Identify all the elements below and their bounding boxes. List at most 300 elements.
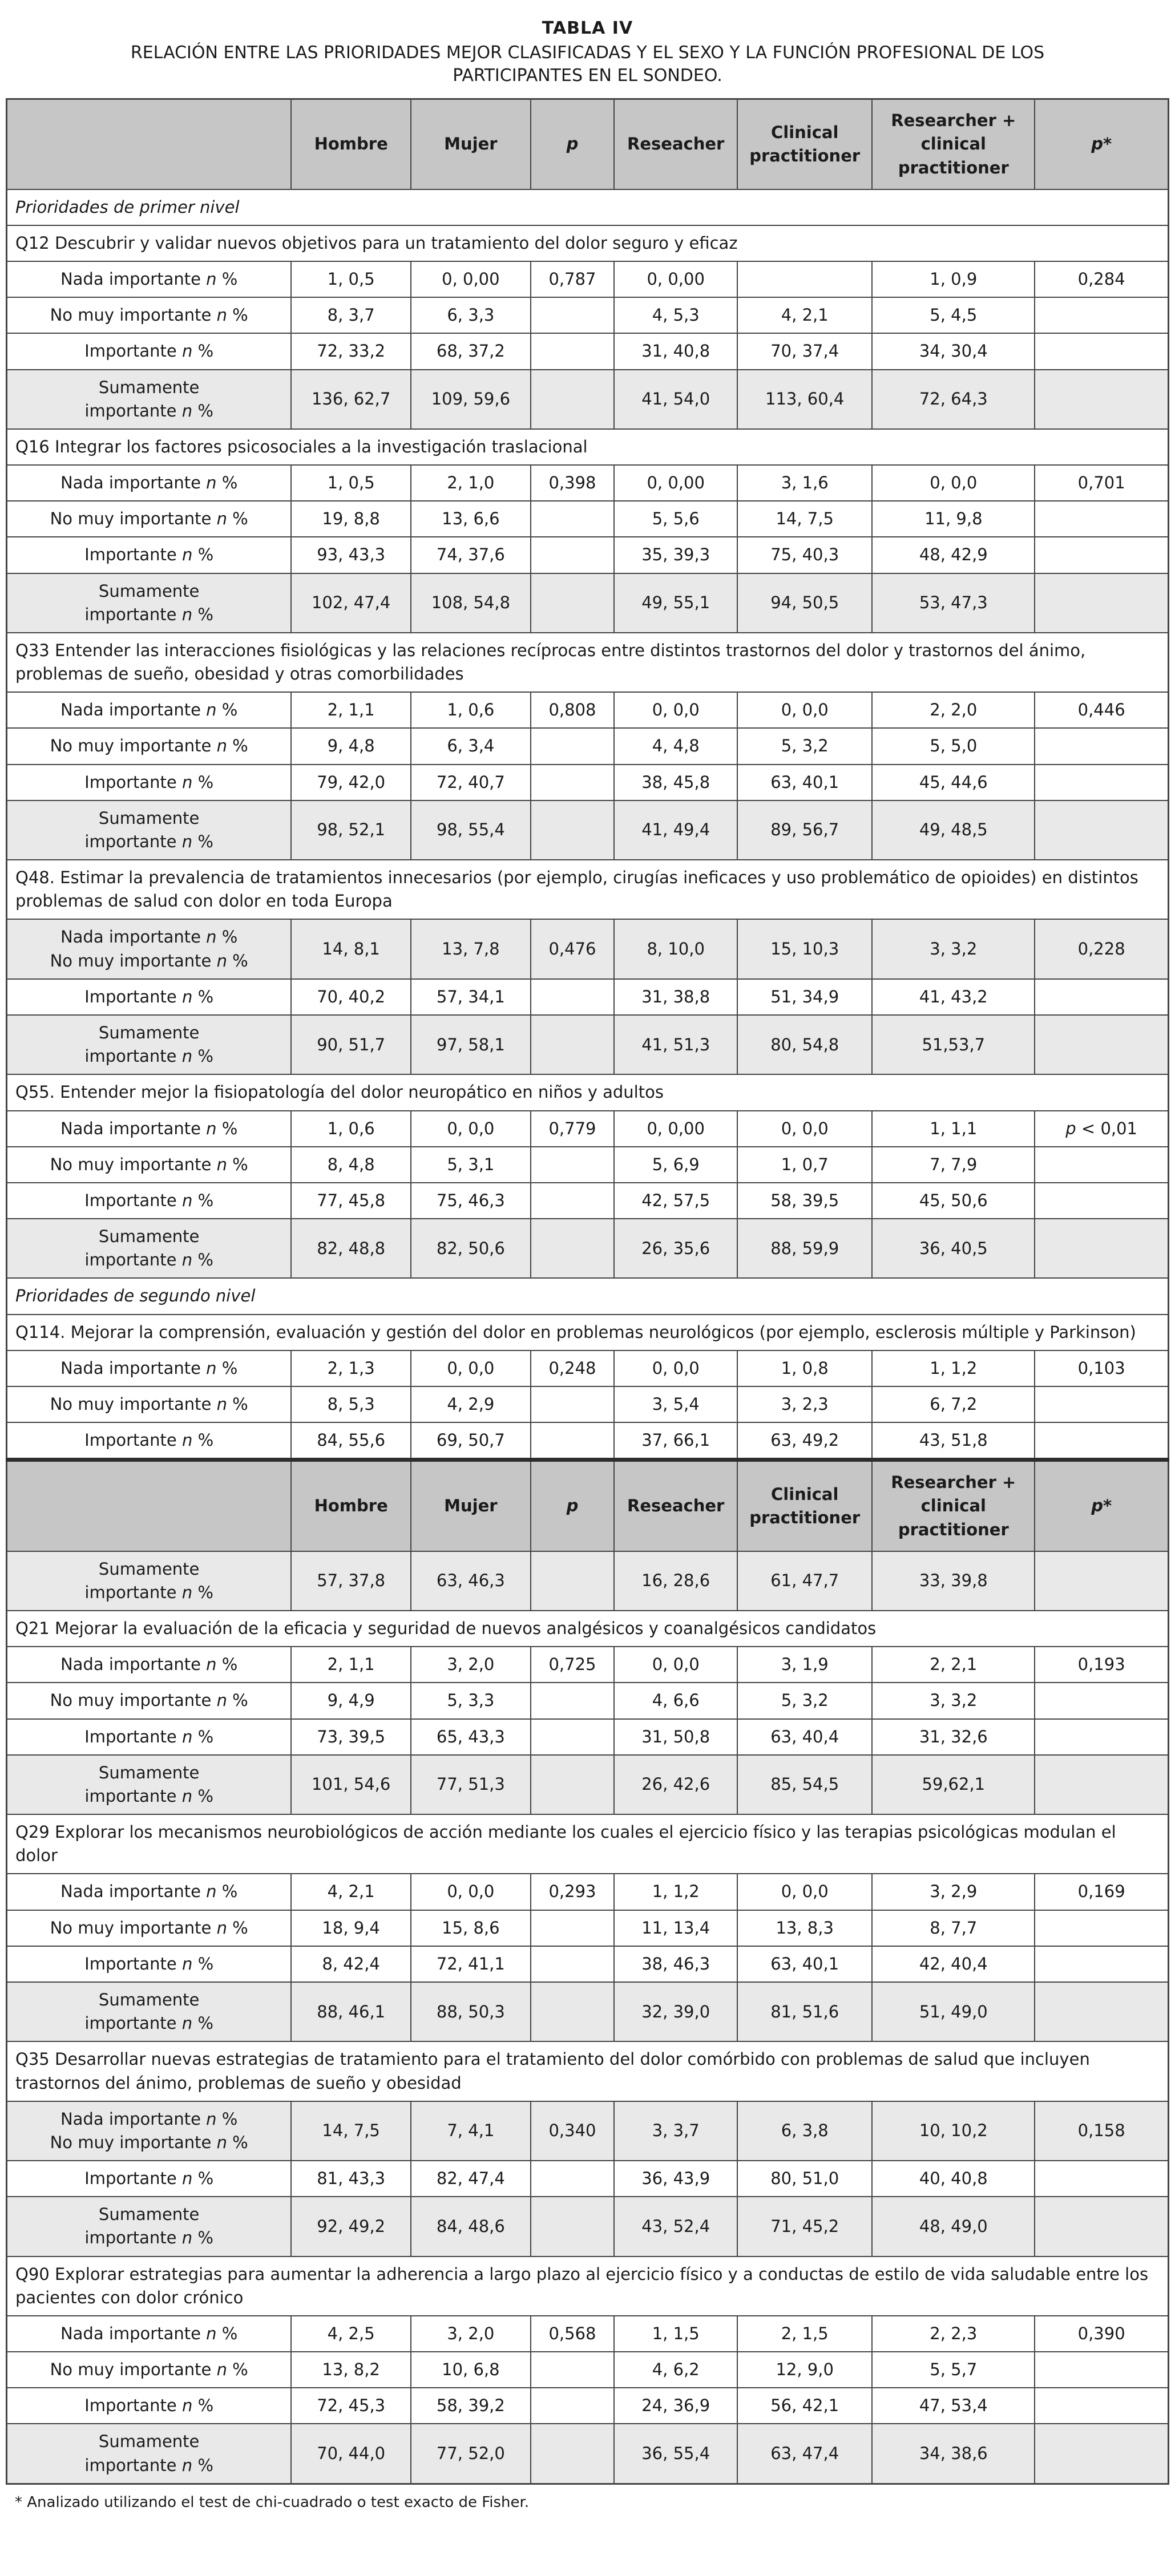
value-cell: 36, 43,9 (614, 2161, 737, 2197)
row-label: Importante n % (7, 537, 292, 573)
header-row (7, 1460, 1169, 1551)
row-label: Nada importante n % (7, 1647, 292, 1683)
value-cell: 71, 45,2 (737, 2197, 872, 2256)
data-row (7, 1422, 1169, 1460)
value-cell: 14, 7,5 (737, 501, 872, 537)
value-cell: 36, 40,5 (872, 1219, 1035, 1278)
row-label: Importante n % (7, 1946, 292, 1982)
value-cell (531, 297, 615, 333)
value-cell: 3, 3,2 (872, 919, 1035, 978)
data-row (7, 1219, 1169, 1278)
value-cell: 0,568 (531, 2316, 615, 2352)
data-row (7, 1647, 1169, 1683)
priorities-table (6, 98, 1169, 2485)
value-cell: 5, 5,6 (614, 501, 737, 537)
value-cell: 15, 10,3 (737, 919, 872, 978)
table-body (7, 99, 1169, 2484)
value-cell: 13, 6,6 (411, 501, 531, 537)
value-cell: 2, 2,1 (872, 1647, 1035, 1683)
data-row (7, 333, 1169, 369)
value-cell: 36, 55,4 (614, 2424, 737, 2484)
value-cell: 61, 47,7 (737, 1551, 872, 1611)
value-cell: 88, 46,1 (291, 1982, 411, 2041)
value-cell: 1, 0,9 (872, 261, 1035, 297)
row-label: No muy importante n % (7, 1910, 292, 1946)
value-cell: 0,169 (1035, 1874, 1168, 1910)
value-cell: 97, 58,1 (411, 1015, 531, 1074)
value-cell: 84, 48,6 (411, 2197, 531, 2256)
value-cell: p < 0,01 (1035, 1111, 1168, 1147)
row-label: No muy importante n % (7, 2352, 292, 2388)
value-cell: 63, 40,1 (737, 765, 872, 800)
value-cell: 3, 1,9 (737, 1647, 872, 1683)
row-label: Sumamente importante n % (7, 1982, 292, 2041)
value-cell: 49, 48,5 (872, 800, 1035, 860)
value-cell: 8, 4,8 (291, 1147, 411, 1183)
data-row (7, 537, 1169, 573)
value-cell (531, 501, 615, 537)
value-cell: 0, 0,0 (737, 1874, 872, 1910)
value-cell (531, 2388, 615, 2424)
value-cell: 80, 51,0 (737, 2161, 872, 2197)
value-cell (1035, 1219, 1168, 1278)
value-cell (531, 979, 615, 1015)
value-cell: 35, 39,3 (614, 537, 737, 573)
value-cell: 77, 45,8 (291, 1183, 411, 1219)
row-label: Nada importante n % (7, 465, 292, 501)
row-label: Nada importante n % (7, 1111, 292, 1147)
question-text: Q12 Descubrir y validar nuevos objetivos para un tratamiento del dolor seguro y eficaz (7, 225, 1169, 261)
data-row (7, 1386, 1169, 1422)
value-cell: 98, 55,4 (411, 800, 531, 860)
question-text: Q35 Desarrollar nuevas estrategias de tratamiento para el tratamiento del dolor comórbido con problemas de salud que incluyen trastornos del ánimo, problemas de sueño y obesidad (7, 2041, 1169, 2101)
value-cell: 18, 9,4 (291, 1910, 411, 1946)
row-label: Nada importante n % (7, 692, 292, 728)
data-row (7, 2424, 1169, 2484)
value-cell: 82, 48,8 (291, 1219, 411, 1278)
value-cell (531, 2161, 615, 2197)
value-cell (531, 2197, 615, 2256)
value-cell: 2, 2,3 (872, 2316, 1035, 2352)
data-row (7, 2352, 1169, 2388)
data-row (7, 2388, 1169, 2424)
value-cell: 0, 0,0 (614, 1647, 737, 1683)
question-row (7, 225, 1169, 261)
value-cell: 1, 1,2 (872, 1350, 1035, 1386)
value-cell: 2, 1,3 (291, 1350, 411, 1386)
value-cell (1035, 1147, 1168, 1183)
data-row (7, 2316, 1169, 2352)
value-cell: 0,390 (1035, 2316, 1168, 2352)
value-cell: 33, 39,8 (872, 1551, 1035, 1611)
value-cell: 0,103 (1035, 1350, 1168, 1386)
value-cell: 88, 50,3 (411, 1982, 531, 2041)
data-row (7, 1946, 1169, 1982)
value-cell: 1, 1,5 (614, 2316, 737, 2352)
value-cell: 0,701 (1035, 465, 1168, 501)
value-cell: 68, 37,2 (411, 333, 531, 369)
value-cell: 4, 2,5 (291, 2316, 411, 2352)
data-row (7, 1755, 1169, 1814)
row-label: Importante n % (7, 1422, 292, 1460)
value-cell: 70, 37,4 (737, 333, 872, 369)
column-header-hombre: Hombre (291, 99, 411, 189)
column-header-empty (7, 99, 292, 189)
value-cell: 5, 3,2 (737, 728, 872, 764)
value-cell: 42, 57,5 (614, 1183, 737, 1219)
value-cell: 90, 51,7 (291, 1015, 411, 1074)
value-cell: 2, 1,1 (291, 1647, 411, 1683)
value-cell (1035, 537, 1168, 573)
value-cell: 0,787 (531, 261, 615, 297)
value-cell (1035, 1946, 1168, 1982)
value-cell: 85, 54,5 (737, 1755, 872, 1814)
question-row (7, 2256, 1169, 2316)
value-cell: 8, 3,7 (291, 297, 411, 333)
value-cell: 51,53,7 (872, 1015, 1035, 1074)
column-header-researcher-clinical-practitioner: Researcher + clinical practitioner (872, 1460, 1035, 1551)
section-row (7, 189, 1169, 225)
value-cell (531, 1422, 615, 1460)
row-label: Nada importante n % No muy importante n % (7, 919, 292, 978)
value-cell (1035, 2161, 1168, 2197)
data-row (7, 1551, 1169, 1611)
value-cell (1035, 1982, 1168, 2041)
data-row (7, 1683, 1169, 1718)
value-cell: 26, 42,6 (614, 1755, 737, 1814)
value-cell (1035, 333, 1168, 369)
value-cell: 5, 3,1 (411, 1147, 531, 1183)
data-row (7, 501, 1169, 537)
column-header-mujer: Mujer (411, 99, 531, 189)
column-header-p-star: p* (1035, 1460, 1168, 1551)
value-cell: 16, 28,6 (614, 1551, 737, 1611)
row-label: Nada importante n % (7, 1350, 292, 1386)
value-cell: 0,248 (531, 1350, 615, 1386)
value-cell (1035, 1755, 1168, 1814)
value-cell: 42, 40,4 (872, 1946, 1035, 1982)
value-cell: 3, 1,6 (737, 465, 872, 501)
value-cell: 72, 41,1 (411, 1946, 531, 1982)
value-cell: 0,293 (531, 1874, 615, 1910)
value-cell: 34, 30,4 (872, 333, 1035, 369)
value-cell: 72, 45,3 (291, 2388, 411, 2424)
value-cell: 4, 4,8 (614, 728, 737, 764)
value-cell: 1, 0,6 (291, 1111, 411, 1147)
value-cell: 8, 7,7 (872, 1910, 1035, 1946)
row-label: Importante n % (7, 1719, 292, 1755)
value-cell: 5, 5,7 (872, 2352, 1035, 2388)
column-header-clinical-practitioner: Clinical practitioner (737, 1460, 872, 1551)
question-row (7, 429, 1169, 465)
question-text: Q48. Estimar la prevalencia de tratamientos innecesarios (por ejemplo, cirugías ineficaces y uso problemático de opioides) en distintos problemas de salud con dolor en toda Europa (7, 860, 1169, 919)
value-cell: 0,446 (1035, 692, 1168, 728)
value-cell (1035, 979, 1168, 1015)
value-cell (1035, 1386, 1168, 1422)
column-header-reseacher: Reseacher (614, 99, 737, 189)
data-row (7, 1350, 1169, 1386)
value-cell: 1, 0,8 (737, 1350, 872, 1386)
value-cell: 51, 34,9 (737, 979, 872, 1015)
question-text: Q16 Integrar los factores psicosociales a la investigación traslacional (7, 429, 1169, 465)
value-cell (531, 1719, 615, 1755)
value-cell: 34, 38,6 (872, 2424, 1035, 2484)
question-row (7, 1074, 1169, 1110)
column-header-reseacher: Reseacher (614, 1460, 737, 1551)
value-cell: 45, 50,6 (872, 1183, 1035, 1219)
value-cell: 26, 35,6 (614, 1219, 737, 1278)
value-cell: 1, 0,6 (411, 692, 531, 728)
value-cell: 77, 52,0 (411, 2424, 531, 2484)
data-row (7, 765, 1169, 800)
value-cell: 70, 44,0 (291, 2424, 411, 2484)
value-cell (531, 2352, 615, 2388)
value-cell: 102, 47,4 (291, 573, 411, 633)
value-cell: 72, 64,3 (872, 370, 1035, 429)
row-label: Sumamente importante n % (7, 1015, 292, 1074)
value-cell: 32, 39,0 (614, 1982, 737, 2041)
row-label: Sumamente importante n % (7, 1551, 292, 1611)
table-caption (103, 18, 1073, 87)
row-label: Nada importante n % (7, 1874, 292, 1910)
value-cell: 0, 0,00 (614, 465, 737, 501)
value-cell (531, 1386, 615, 1422)
value-cell: 3, 2,0 (411, 1647, 531, 1683)
value-cell: 63, 40,1 (737, 1946, 872, 1982)
value-cell: 2, 1,1 (291, 692, 411, 728)
value-cell (737, 261, 872, 297)
value-cell (1035, 2352, 1168, 2388)
value-cell: 0,340 (531, 2101, 615, 2161)
question-text: Q55. Entender mejor la fisiopatología del dolor neuropático en niños y adultos (7, 1074, 1169, 1110)
value-cell (531, 800, 615, 860)
value-cell: 81, 43,3 (291, 2161, 411, 2197)
value-cell: 13, 7,8 (411, 919, 531, 978)
value-cell (531, 1755, 615, 1814)
value-cell: 4, 6,2 (614, 2352, 737, 2388)
value-cell (1035, 2197, 1168, 2256)
value-cell: 92, 49,2 (291, 2197, 411, 2256)
value-cell: 0,808 (531, 692, 615, 728)
value-cell: 63, 46,3 (411, 1551, 531, 1611)
value-cell: 2, 2,0 (872, 692, 1035, 728)
value-cell: 31, 32,6 (872, 1719, 1035, 1755)
value-cell (531, 333, 615, 369)
data-row (7, 297, 1169, 333)
value-cell: 0,228 (1035, 919, 1168, 978)
value-cell: 80, 54,8 (737, 1015, 872, 1074)
value-cell (531, 1183, 615, 1219)
value-cell: 75, 40,3 (737, 537, 872, 573)
value-cell: 5, 3,3 (411, 1683, 531, 1718)
value-cell (1035, 2388, 1168, 2424)
value-cell: 1, 0,5 (291, 261, 411, 297)
value-cell: 0,193 (1035, 1647, 1168, 1683)
value-cell: 65, 43,3 (411, 1719, 531, 1755)
value-cell (531, 1147, 615, 1183)
value-cell: 93, 43,3 (291, 537, 411, 573)
value-cell: 1, 1,2 (614, 1874, 737, 1910)
data-row (7, 1874, 1169, 1910)
data-row (7, 1183, 1169, 1219)
data-row (7, 1147, 1169, 1183)
value-cell: 0,398 (531, 465, 615, 501)
value-cell: 1, 0,5 (291, 465, 411, 501)
value-cell: 7, 7,9 (872, 1147, 1035, 1183)
value-cell: 1, 1,1 (872, 1111, 1035, 1147)
value-cell: 0,284 (1035, 261, 1168, 297)
row-label: Importante n % (7, 2388, 292, 2424)
value-cell: 9, 4,8 (291, 728, 411, 764)
value-cell: 73, 39,5 (291, 1719, 411, 1755)
column-header-clinical-practitioner: Clinical practitioner (737, 99, 872, 189)
value-cell (531, 370, 615, 429)
value-cell: 0, 0,0 (737, 692, 872, 728)
row-label: No muy importante n % (7, 1147, 292, 1183)
data-row (7, 1910, 1169, 1946)
value-cell: 72, 33,2 (291, 333, 411, 369)
value-cell: 4, 5,3 (614, 297, 737, 333)
question-row (7, 1611, 1169, 1647)
value-cell: 31, 40,8 (614, 333, 737, 369)
row-label: No muy importante n % (7, 297, 292, 333)
row-label: No muy importante n % (7, 1386, 292, 1422)
section-row (7, 1278, 1169, 1314)
value-cell: 0,779 (531, 1111, 615, 1147)
value-cell: 94, 50,5 (737, 573, 872, 633)
value-cell: 70, 40,2 (291, 979, 411, 1015)
value-cell: 12, 9,0 (737, 2352, 872, 2388)
value-cell: 41, 54,0 (614, 370, 737, 429)
footnote: * Analizado utilizando el test de chi-cuadrado o test exacto de Fisher. (15, 2493, 530, 2511)
value-cell: 79, 42,0 (291, 765, 411, 800)
value-cell: 0, 0,0 (411, 1350, 531, 1386)
value-cell: 24, 36,9 (614, 2388, 737, 2424)
row-label: Sumamente importante n % (7, 1755, 292, 1814)
data-row (7, 261, 1169, 297)
value-cell (1035, 765, 1168, 800)
question-text: Q33 Entender las interacciones fisiológicas y las relaciones recíprocas entre distintos trastornos del dolor y trastornos del ánimo, problemas de sueño, obesidad y otras comorbilidades (7, 633, 1169, 692)
value-cell: 0,476 (531, 919, 615, 978)
row-label: No muy importante n % (7, 501, 292, 537)
value-cell: 57, 34,1 (411, 979, 531, 1015)
value-cell: 113, 60,4 (737, 370, 872, 429)
value-cell (531, 537, 615, 573)
value-cell: 48, 49,0 (872, 2197, 1035, 2256)
value-cell: 101, 54,6 (291, 1755, 411, 1814)
data-row (7, 1719, 1169, 1755)
value-cell: 63, 40,4 (737, 1719, 872, 1755)
row-label: Nada importante n % (7, 261, 292, 297)
question-text: Q90 Explorar estrategias para aumentar la adherencia a largo plazo al ejercicio físico y a conductas de estilo de vida saludable entre los pacientes con dolor crónico (7, 2256, 1169, 2316)
data-row (7, 465, 1169, 501)
value-cell: 77, 51,3 (411, 1755, 531, 1814)
value-cell: 3, 3,7 (614, 2101, 737, 2161)
value-cell (1035, 728, 1168, 764)
data-row (7, 800, 1169, 860)
row-label: Nada importante n % No muy importante n % (7, 2101, 292, 2161)
value-cell: 6, 7,2 (872, 1386, 1035, 1422)
column-header-empty (7, 1460, 292, 1551)
section-heading: Prioridades de segundo nivel (7, 1278, 1169, 1314)
column-header-p: p (531, 1460, 615, 1551)
value-cell: 53, 47,3 (872, 573, 1035, 633)
value-cell (1035, 297, 1168, 333)
header-row (7, 99, 1169, 189)
value-cell: 40, 40,8 (872, 2161, 1035, 2197)
value-cell: 49, 55,1 (614, 573, 737, 633)
value-cell: 43, 51,8 (872, 1422, 1035, 1460)
value-cell: 31, 38,8 (614, 979, 737, 1015)
data-row (7, 919, 1169, 978)
value-cell: 13, 8,2 (291, 2352, 411, 2388)
question-row (7, 860, 1169, 919)
value-cell: 98, 52,1 (291, 800, 411, 860)
value-cell: 8, 10,0 (614, 919, 737, 978)
question-text: Q21 Mejorar la evaluación de la eficacia y seguridad de nuevos analgésicos y coanalgésicos candidatos (7, 1611, 1169, 1647)
value-cell (531, 1683, 615, 1718)
value-cell: 4, 6,6 (614, 1683, 737, 1718)
value-cell: 8, 5,3 (291, 1386, 411, 1422)
value-cell: 0, 0,0 (872, 465, 1035, 501)
value-cell: 0, 0,0 (411, 1111, 531, 1147)
data-row (7, 728, 1169, 764)
value-cell: 11, 13,4 (614, 1910, 737, 1946)
table-subtitle: RELACIÓN ENTRE LAS PRIORIDADES MEJOR CLASIFICADAS Y EL SEXO Y LA FUNCIÓN PROFESIONAL DE LOS PARTICIPANTES EN EL SONDEO. (130, 43, 1045, 86)
row-label: Sumamente importante n % (7, 573, 292, 633)
value-cell (1035, 2424, 1168, 2484)
value-cell (1035, 1015, 1168, 1074)
value-cell: 6, 3,4 (411, 728, 531, 764)
value-cell: 56, 42,1 (737, 2388, 872, 2424)
value-cell: 57, 37,8 (291, 1551, 411, 1611)
value-cell: 38, 45,8 (614, 765, 737, 800)
value-cell (531, 1982, 615, 2041)
value-cell: 69, 50,7 (411, 1422, 531, 1460)
question-text: Q29 Explorar los mecanismos neurobiológicos de acción mediante los cuales el ejercicio físico y las terapias psicológicas modulan el dolor (7, 1814, 1169, 1874)
column-header-researcher-clinical-practitioner: Researcher + clinical practitioner (872, 99, 1035, 189)
value-cell: 2, 1,5 (737, 2316, 872, 2352)
value-cell: 41, 51,3 (614, 1015, 737, 1074)
value-cell (1035, 1910, 1168, 1946)
data-row (7, 1015, 1169, 1074)
value-cell: 37, 66,1 (614, 1422, 737, 1460)
value-cell: 0,158 (1035, 2101, 1168, 2161)
value-cell (531, 1015, 615, 1074)
value-cell (1035, 1683, 1168, 1718)
value-cell: 0, 0,0 (614, 692, 737, 728)
value-cell (531, 728, 615, 764)
question-row (7, 2041, 1169, 2101)
value-cell: 10, 10,2 (872, 2101, 1035, 2161)
value-cell: 0, 0,0 (614, 1350, 737, 1386)
value-cell (1035, 1551, 1168, 1611)
value-cell: 4, 2,1 (737, 297, 872, 333)
value-cell: 45, 44,6 (872, 765, 1035, 800)
question-row (7, 1315, 1169, 1350)
row-label: No muy importante n % (7, 1683, 292, 1718)
value-cell: 7, 4,1 (411, 2101, 531, 2161)
value-cell: 10, 6,8 (411, 2352, 531, 2388)
value-cell: 14, 7,5 (291, 2101, 411, 2161)
column-header-hombre: Hombre (291, 1460, 411, 1551)
value-cell: 31, 50,8 (614, 1719, 737, 1755)
value-cell (531, 1910, 615, 1946)
row-label: Sumamente importante n % (7, 370, 292, 429)
row-label: Importante n % (7, 2161, 292, 2197)
value-cell: 41, 43,2 (872, 979, 1035, 1015)
value-cell (1035, 573, 1168, 633)
